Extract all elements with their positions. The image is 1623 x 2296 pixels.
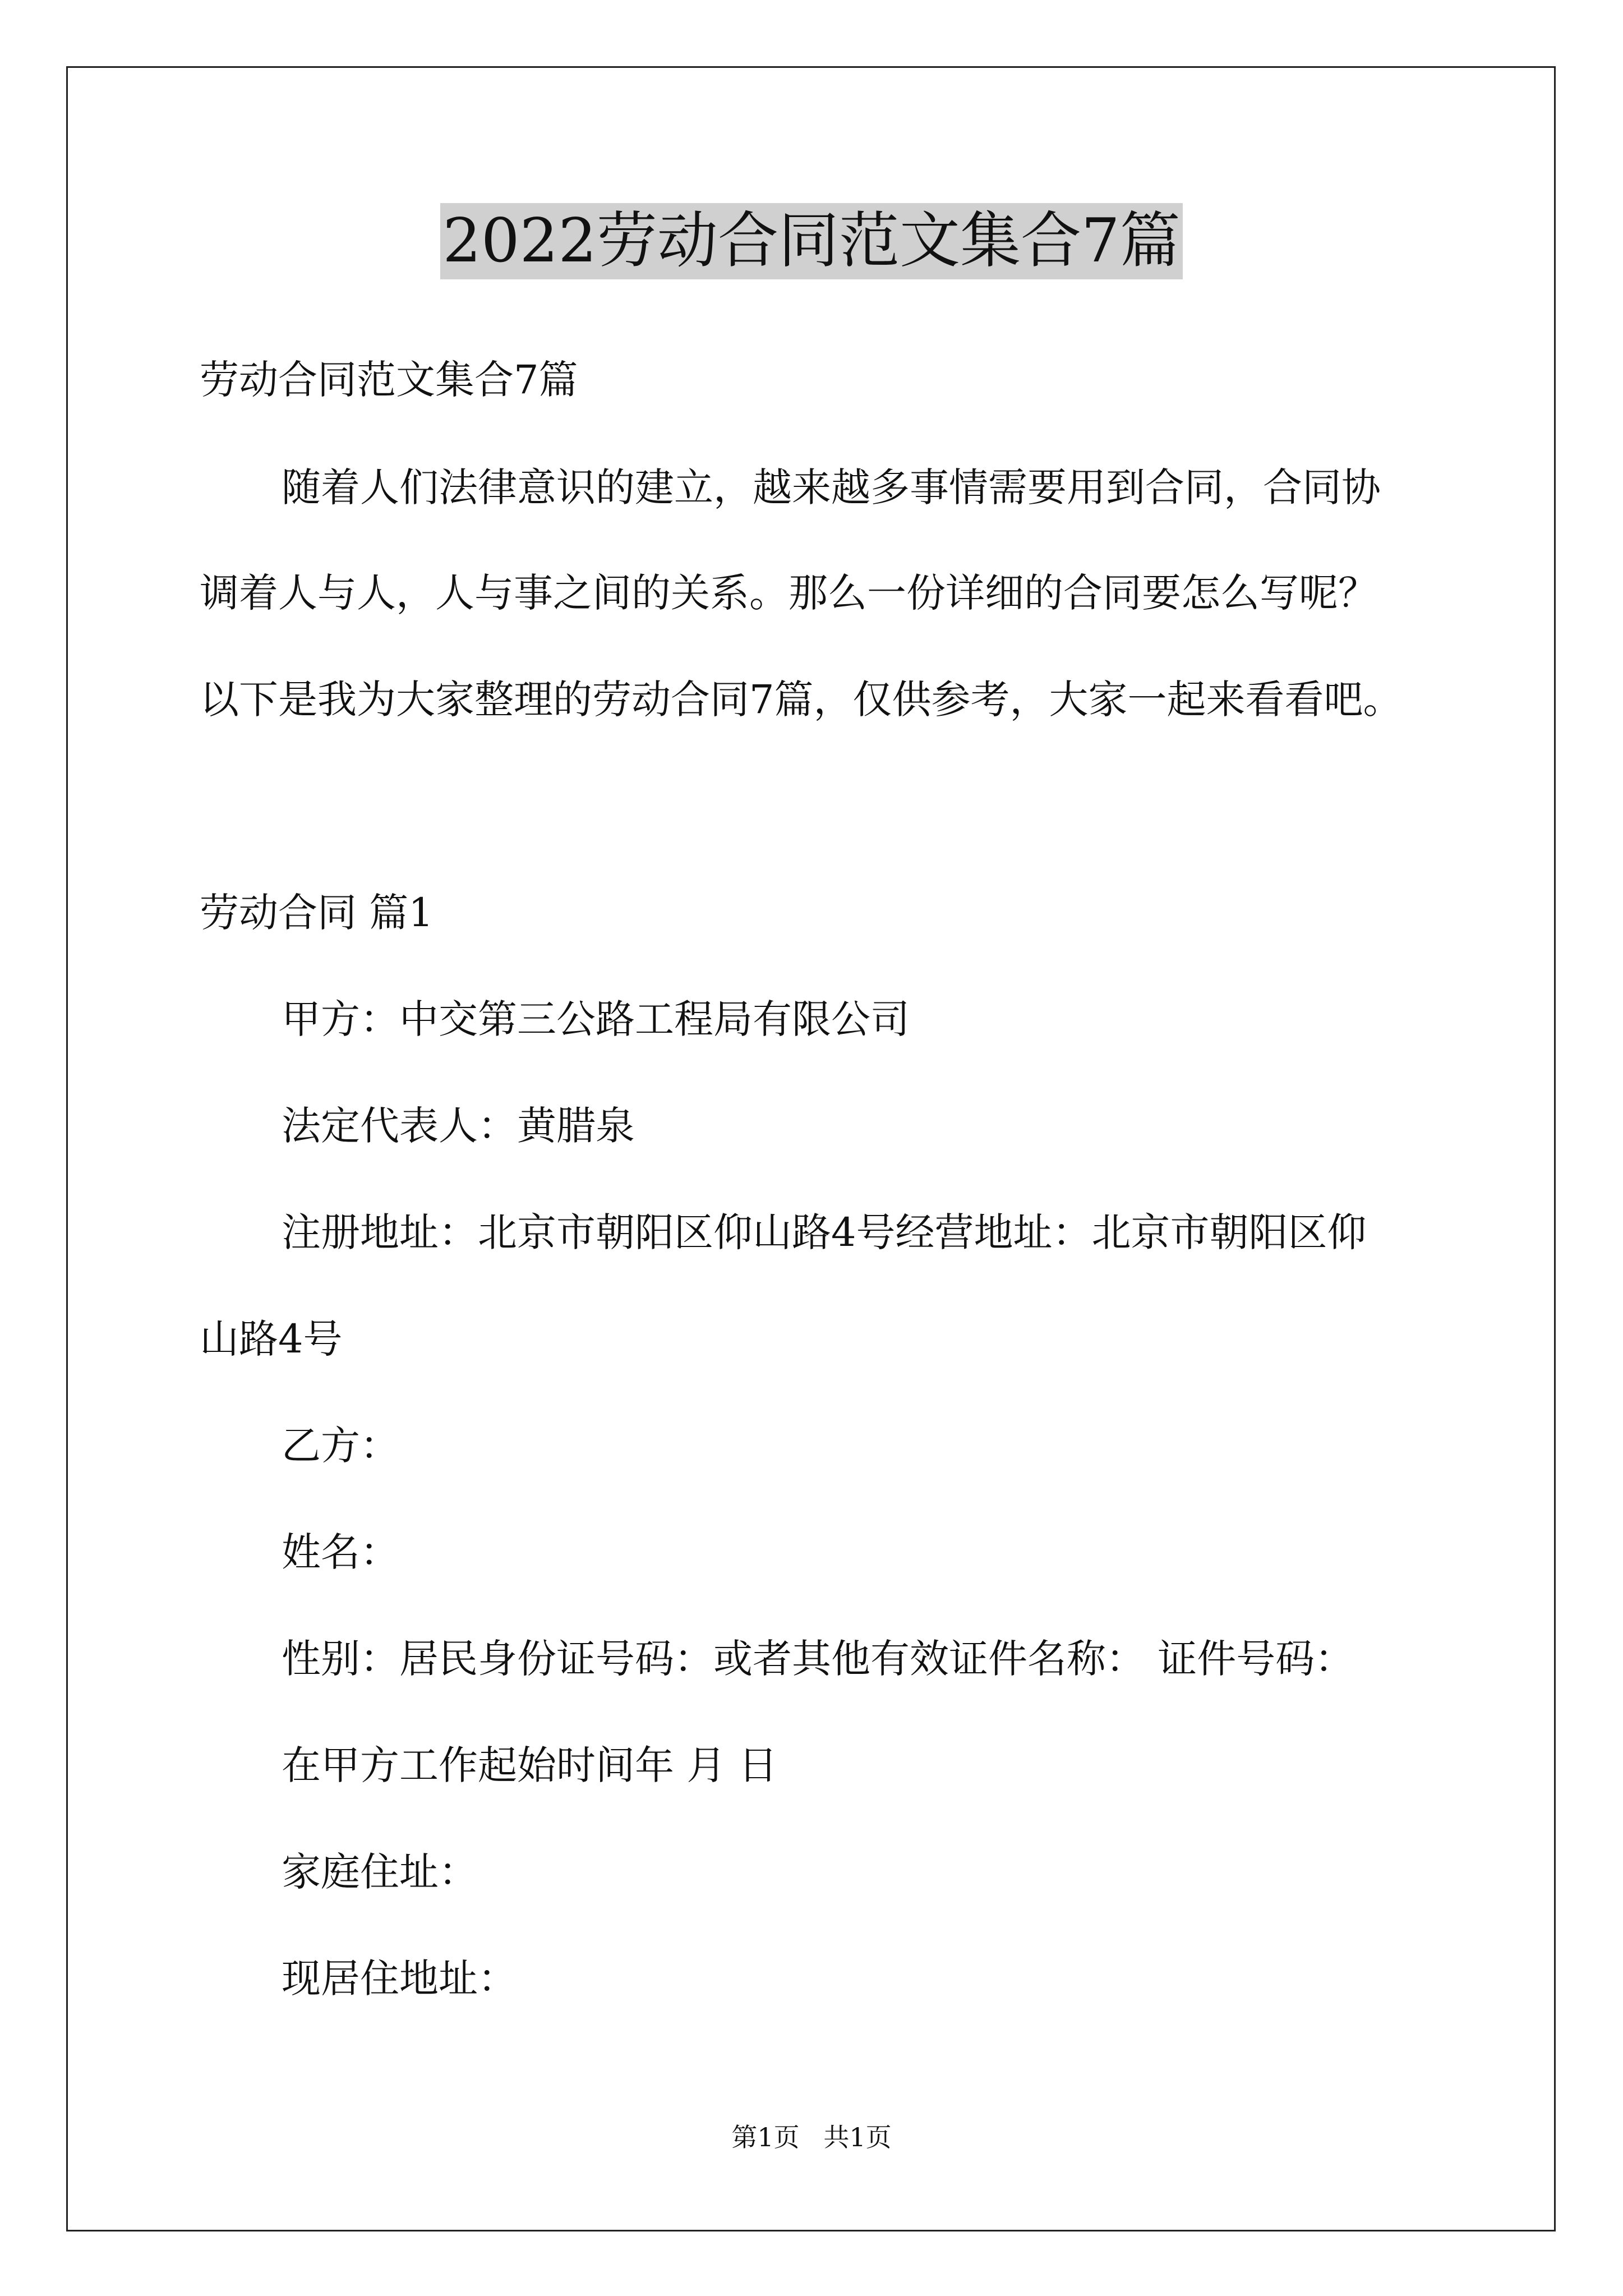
party-b-line: 乙方： <box>282 1423 399 1469</box>
page-footer <box>0 2120 1623 2154</box>
document-title: 2022劳动合同范文集合7篇 <box>440 203 1183 279</box>
title-container <box>0 203 1623 279</box>
home-address-line: 家庭住址： <box>282 1849 478 1895</box>
intro-line-3: 以下是我为大家整理的劳动合同7篇，仅供参考，大家一起来看看吧。 <box>200 677 1403 723</box>
address-line-2: 山路4号 <box>200 1316 343 1362</box>
gender-id-line: 性别：居民身份证号码：或者其他有效证件名称： 证件号码： <box>282 1636 1354 1682</box>
intro-line-1: 随着人们法律意识的建立，越来越多事情需要用到合同，合同协 <box>282 464 1381 510</box>
address-line-1: 注册地址：北京市朝阳区仰山路4号经营地址：北京市朝阳区仰 <box>282 1209 1367 1255</box>
page-number: 第1页 <box>731 2122 800 2152</box>
legal-representative-line: 法定代表人：黄腊泉 <box>282 1103 635 1149</box>
current-address-line: 现居住地址： <box>282 1955 517 2001</box>
section-heading: 劳动合同 篇1 <box>200 890 434 936</box>
intro-line-2: 调着人与人，人与事之间的关系。那么一份详细的合同要怎么写呢？ <box>200 570 1377 616</box>
party-a-line: 甲方：中交第三公路工程局有限公司 <box>282 996 910 1042</box>
name-line: 姓名： <box>282 1529 399 1575</box>
start-date-line: 在甲方工作起始时间年 月 日 <box>282 1742 778 1788</box>
page-total: 共1页 <box>823 2122 892 2152</box>
document-subtitle: 劳动合同范文集合7篇 <box>200 357 578 403</box>
